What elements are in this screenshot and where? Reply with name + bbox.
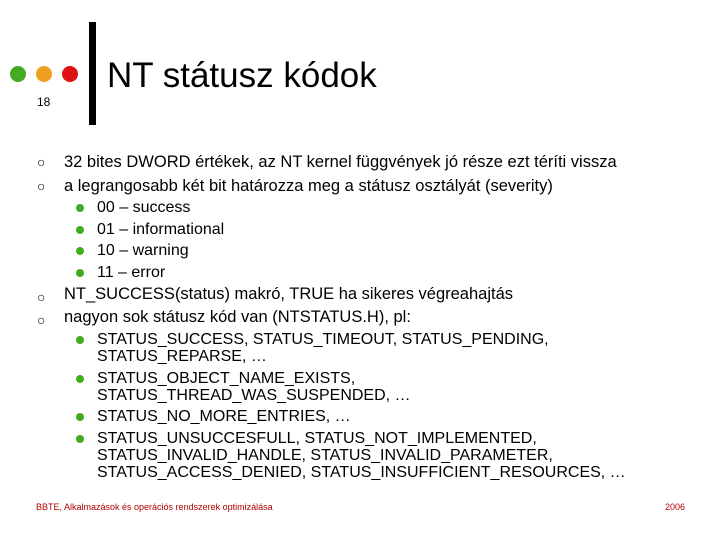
footer-course: BBTE, Alkalmazások és operációs rendszerek optimizálása bbox=[36, 502, 273, 512]
footer-year: 2006 bbox=[665, 502, 686, 512]
filled-circle-icon bbox=[76, 435, 84, 443]
filled-circle-icon bbox=[76, 247, 84, 255]
circle-outline-icon: ○ bbox=[37, 312, 46, 328]
filled-circle-icon bbox=[76, 226, 84, 234]
sub-bullet-text: STATUS_SUCCESS, STATUS_TIMEOUT, STATUS_PENDING, bbox=[97, 331, 549, 348]
sub-bullet-text: 00 – success bbox=[97, 199, 191, 216]
bullet-text: a legrangosabb két bit határozza meg a státusz osztályát (severity) bbox=[64, 177, 553, 195]
sub-bullet-text: 11 – error bbox=[97, 264, 166, 281]
filled-circle-icon bbox=[76, 375, 84, 383]
sub-bullet-text: STATUS_REPARSE, … bbox=[97, 348, 267, 365]
title-divider bbox=[89, 22, 96, 125]
sub-bullet-text: STATUS_INVALID_HANDLE, STATUS_INVALID_PARAMETER, bbox=[97, 447, 553, 464]
sub-bullet-text: STATUS_ACCESS_DENIED, STATUS_INSUFFICIENT_RESOURCES, … bbox=[97, 464, 626, 481]
sub-bullet-text: 01 – informational bbox=[97, 221, 225, 238]
orange-dot-icon bbox=[36, 66, 52, 82]
circle-outline-icon: ○ bbox=[37, 178, 46, 194]
slide-number: 18 bbox=[37, 95, 51, 109]
red-dot-icon bbox=[62, 66, 78, 82]
sub-bullet-text: 10 – warning bbox=[97, 242, 189, 259]
sub-bullet-text: STATUS_UNSUCCESFULL, STATUS_NOT_IMPLEMENTED, bbox=[97, 430, 537, 447]
decorative-dots bbox=[10, 66, 82, 82]
sub-bullet-text: STATUS_THREAD_WAS_SUSPENDED, … bbox=[97, 387, 411, 404]
slide-title: NT státusz kódok bbox=[107, 56, 377, 95]
sub-bullet-text: STATUS_OBJECT_NAME_EXISTS, bbox=[97, 370, 356, 387]
filled-circle-icon bbox=[76, 204, 84, 212]
filled-circle-icon bbox=[76, 336, 84, 344]
bullet-text: nagyon sok státusz kód van (NTSTATUS.H), pl: bbox=[64, 308, 411, 326]
circle-outline-icon: ○ bbox=[37, 154, 46, 170]
bullet-text: NT_SUCCESS(status) makró, TRUE ha sikeres végreahajtás bbox=[64, 285, 514, 303]
bullet-text: 32 bites DWORD értékek, az NT kernel függvények jó része ezt téríti vissza bbox=[64, 153, 617, 171]
sub-bullet-text: STATUS_NO_MORE_ENTRIES, … bbox=[97, 408, 351, 425]
green-dot-icon bbox=[10, 66, 26, 82]
filled-circle-icon bbox=[76, 269, 84, 277]
circle-outline-icon: ○ bbox=[37, 289, 46, 305]
filled-circle-icon bbox=[76, 413, 84, 421]
